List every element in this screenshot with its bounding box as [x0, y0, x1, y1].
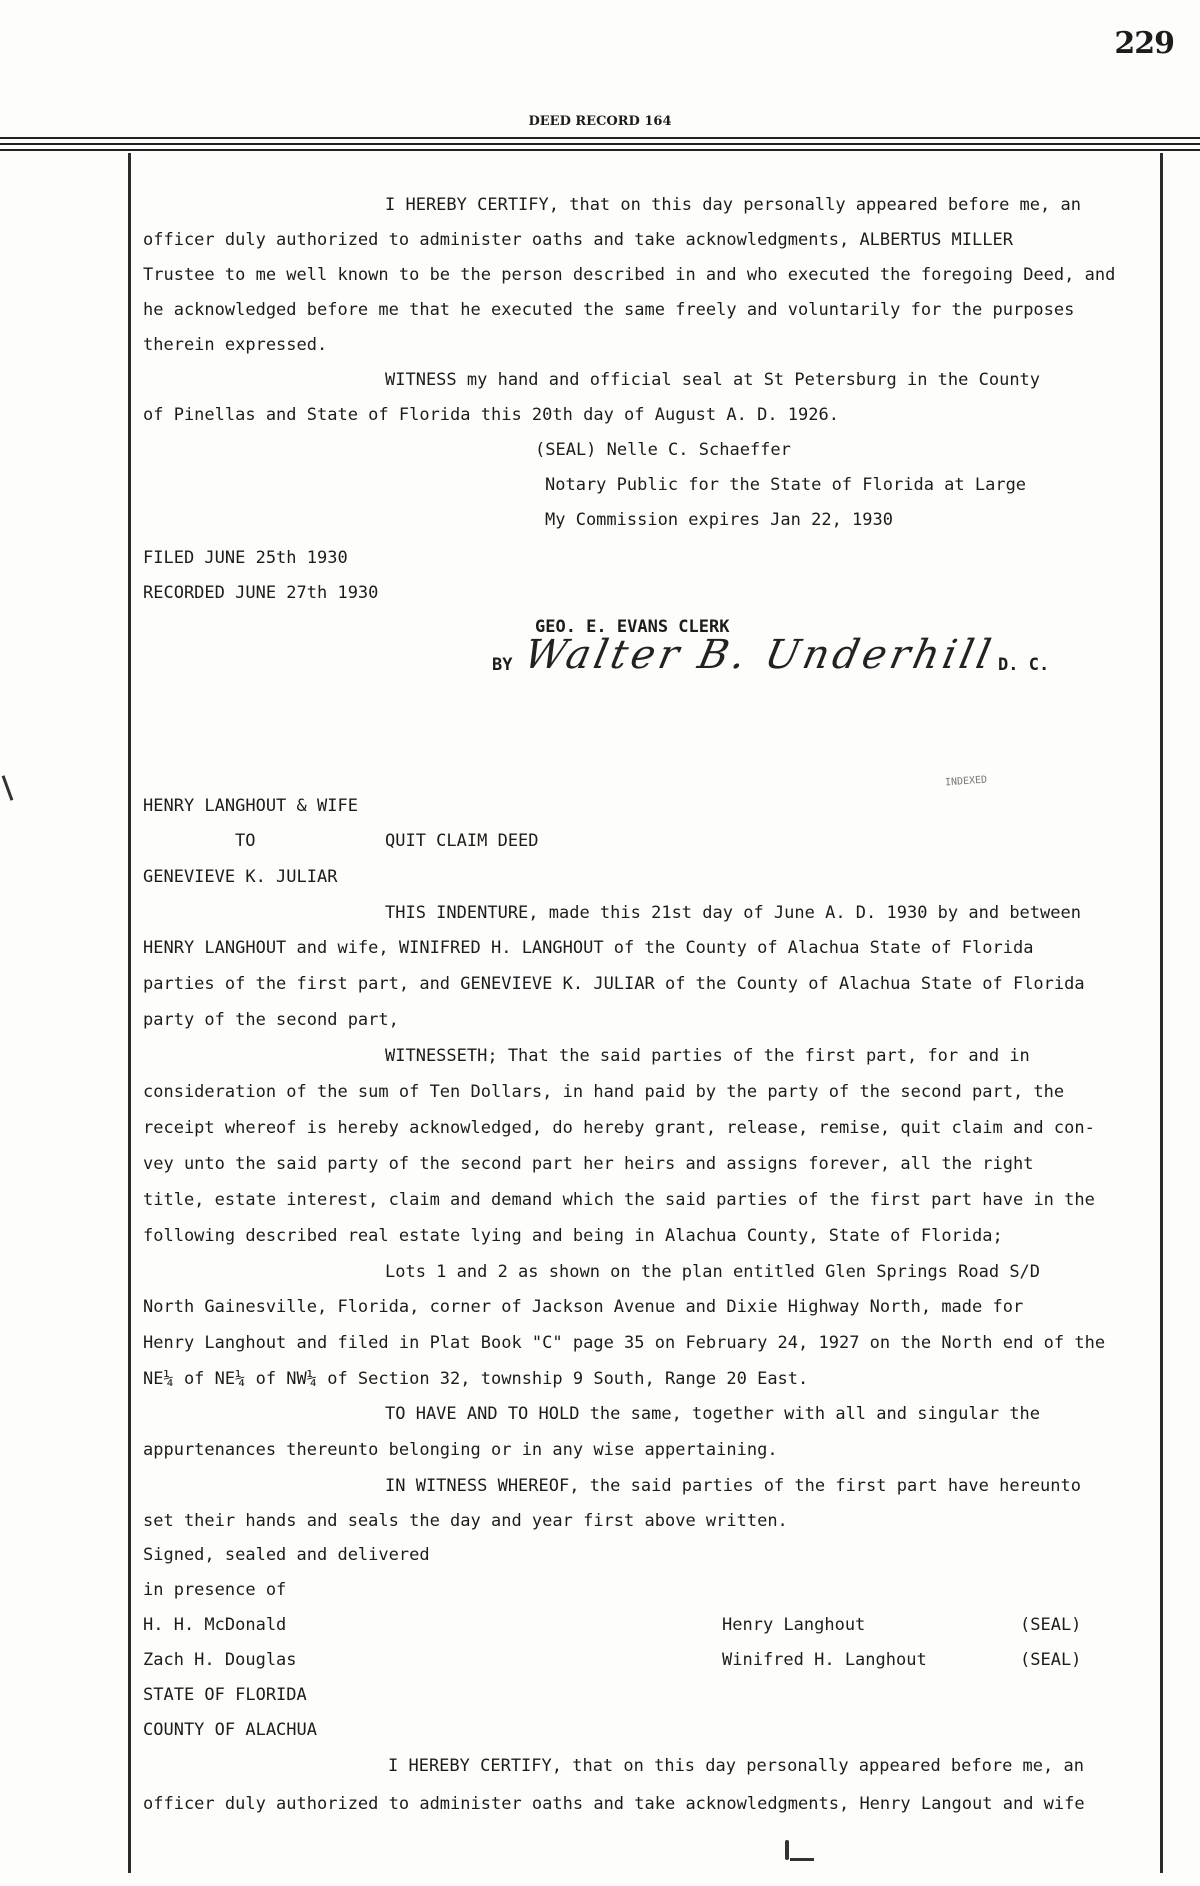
deed-line-6: consideration of the sum of Ten Dollars, in hand paid by the party of the second part, the: [143, 1082, 1065, 1102]
clerk-name: GEO. E. EVANS CLERK: [535, 617, 730, 637]
cert1-line-5: therein expressed.: [143, 335, 328, 355]
record-header: DEED RECORD 164: [528, 114, 672, 129]
deed-line-17: IN WITNESS WHEREOF, the said parties of the first part have hereunto: [385, 1476, 1081, 1496]
deed-type: QUIT CLAIM DEED: [385, 831, 539, 851]
seal-1: (SEAL): [1020, 1615, 1082, 1635]
grantee: GENEVIEVE K. JULIAR: [143, 867, 338, 887]
cert1-line-7: of Pinellas and State of Florida this 20th day of August A. D. 1926.: [143, 405, 839, 425]
deed-line-11: Lots 1 and 2 as shown on the plan entitled Glen Springs Road S/D: [385, 1262, 1041, 1282]
deed-line-4: party of the second part,: [143, 1010, 399, 1030]
signer-1: Henry Langhout: [722, 1615, 866, 1635]
grantor: HENRY LANGHOUT & WIFE: [143, 796, 358, 816]
deed-line-7: receipt whereof is hereby acknowledged, do hereby grant, release, remise, quit claim and con-: [143, 1118, 1095, 1138]
notary-seal-name: (SEAL) Nelle C. Schaeffer: [535, 440, 791, 460]
deed-line-19: Signed, sealed and delivered: [143, 1545, 430, 1565]
cert1-line-4: he acknowledged before me that he executed the same freely and voluntarily for the purposes: [143, 300, 1075, 320]
deed-line-16: appurtenances thereunto belonging or in any wise appertaining.: [143, 1440, 778, 1460]
deed-line-10: following described real estate lying and being in Alachua County, State of Florida;: [143, 1226, 1003, 1246]
deed-line-14: NE¼ of NE¼ of NW¼ of Section 32, township 9 South, Range 20 East.: [143, 1369, 809, 1389]
cert1-line-2: officer duly authorized to administer oaths and take acknowledgments, ALBERTUS MILLER: [143, 230, 1013, 250]
deed-line-20: in presence of: [143, 1580, 287, 1600]
left-margin-line: [128, 153, 131, 1873]
deed-line-12: North Gainesville, Florida, corner of Jackson Avenue and Dixie Highway North, made for: [143, 1297, 1024, 1317]
right-margin-line: [1160, 153, 1163, 1873]
deed-line-15: TO HAVE AND TO HOLD the same, together with all and singular the: [385, 1404, 1041, 1424]
deed-line-5: WITNESSETH; That the said parties of the first part, for and in: [385, 1046, 1030, 1066]
state-label: STATE OF FLORIDA: [143, 1685, 307, 1705]
deed-line-8: vey unto the said party of the second part her heirs and assigns forever, all the right: [143, 1154, 1034, 1174]
header-rule: [0, 137, 1200, 139]
deed-line-9: title, estate interest, claim and demand which the said parties of the first part have in the: [143, 1190, 1095, 1210]
header-rule: [0, 149, 1200, 151]
seal-2: (SEAL): [1020, 1650, 1082, 1670]
scan-mark: [2, 775, 14, 800]
to-label: TO: [235, 831, 256, 851]
header-rule: [0, 143, 1200, 145]
deputy-clerk-label: D. C.: [998, 655, 1050, 675]
scan-mark: [790, 1858, 814, 1861]
cert1-line-3: Trustee to me well known to be the person described in and who executed the foregoing Deed, and: [143, 265, 1116, 285]
by-label: BY: [492, 655, 513, 675]
notary-title: Notary Public for the State of Florida at Large: [545, 475, 1027, 495]
recorded-date: RECORDED JUNE 27th 1930: [143, 583, 379, 603]
page-number: 229: [1114, 26, 1174, 61]
deed-line-3: parties of the first part, and GENEVIEVE K. JULIAR of the County of Alachua State of Florida: [143, 974, 1085, 994]
cert2-line-1: I HEREBY CERTIFY, that on this day personally appeared before me, an: [388, 1756, 1084, 1776]
witness-2: Zach H. Douglas: [143, 1650, 297, 1670]
cert1-line-1: I HEREBY CERTIFY, that on this day personally appeared before me, an: [385, 195, 1081, 215]
cert1-line-6: WITNESS my hand and official seal at St Petersburg in the County: [385, 370, 1041, 390]
witness-1: H. H. McDonald: [143, 1615, 287, 1635]
county-label: COUNTY OF ALACHUA: [143, 1720, 317, 1740]
signer-2: Winifred H. Langhout: [722, 1650, 927, 1670]
notary-commission: My Commission expires Jan 22, 1930: [545, 510, 893, 530]
deed-line-18: set their hands and seals the day and year first above written.: [143, 1511, 788, 1531]
deed-line-13: Henry Langhout and filed in Plat Book "C" page 35 on February 24, 1927 on the North end of the: [143, 1333, 1106, 1353]
cert2-line-2: officer duly authorized to administer oaths and take acknowledgments, Henry Langout and wife: [143, 1794, 1085, 1814]
scan-mark: [785, 1840, 789, 1860]
indexed-stamp: INDEXED: [944, 774, 988, 789]
deed-line-1: THIS INDENTURE, made this 21st day of June A. D. 1930 by and between: [385, 903, 1081, 923]
filed-date: FILED JUNE 25th 1930: [143, 548, 348, 568]
handwritten-signature: Walter B. Underhill: [520, 632, 999, 678]
deed-line-2: HENRY LANGHOUT and wife, WINIFRED H. LANGHOUT of the County of Alachua State of Florida: [143, 938, 1034, 958]
